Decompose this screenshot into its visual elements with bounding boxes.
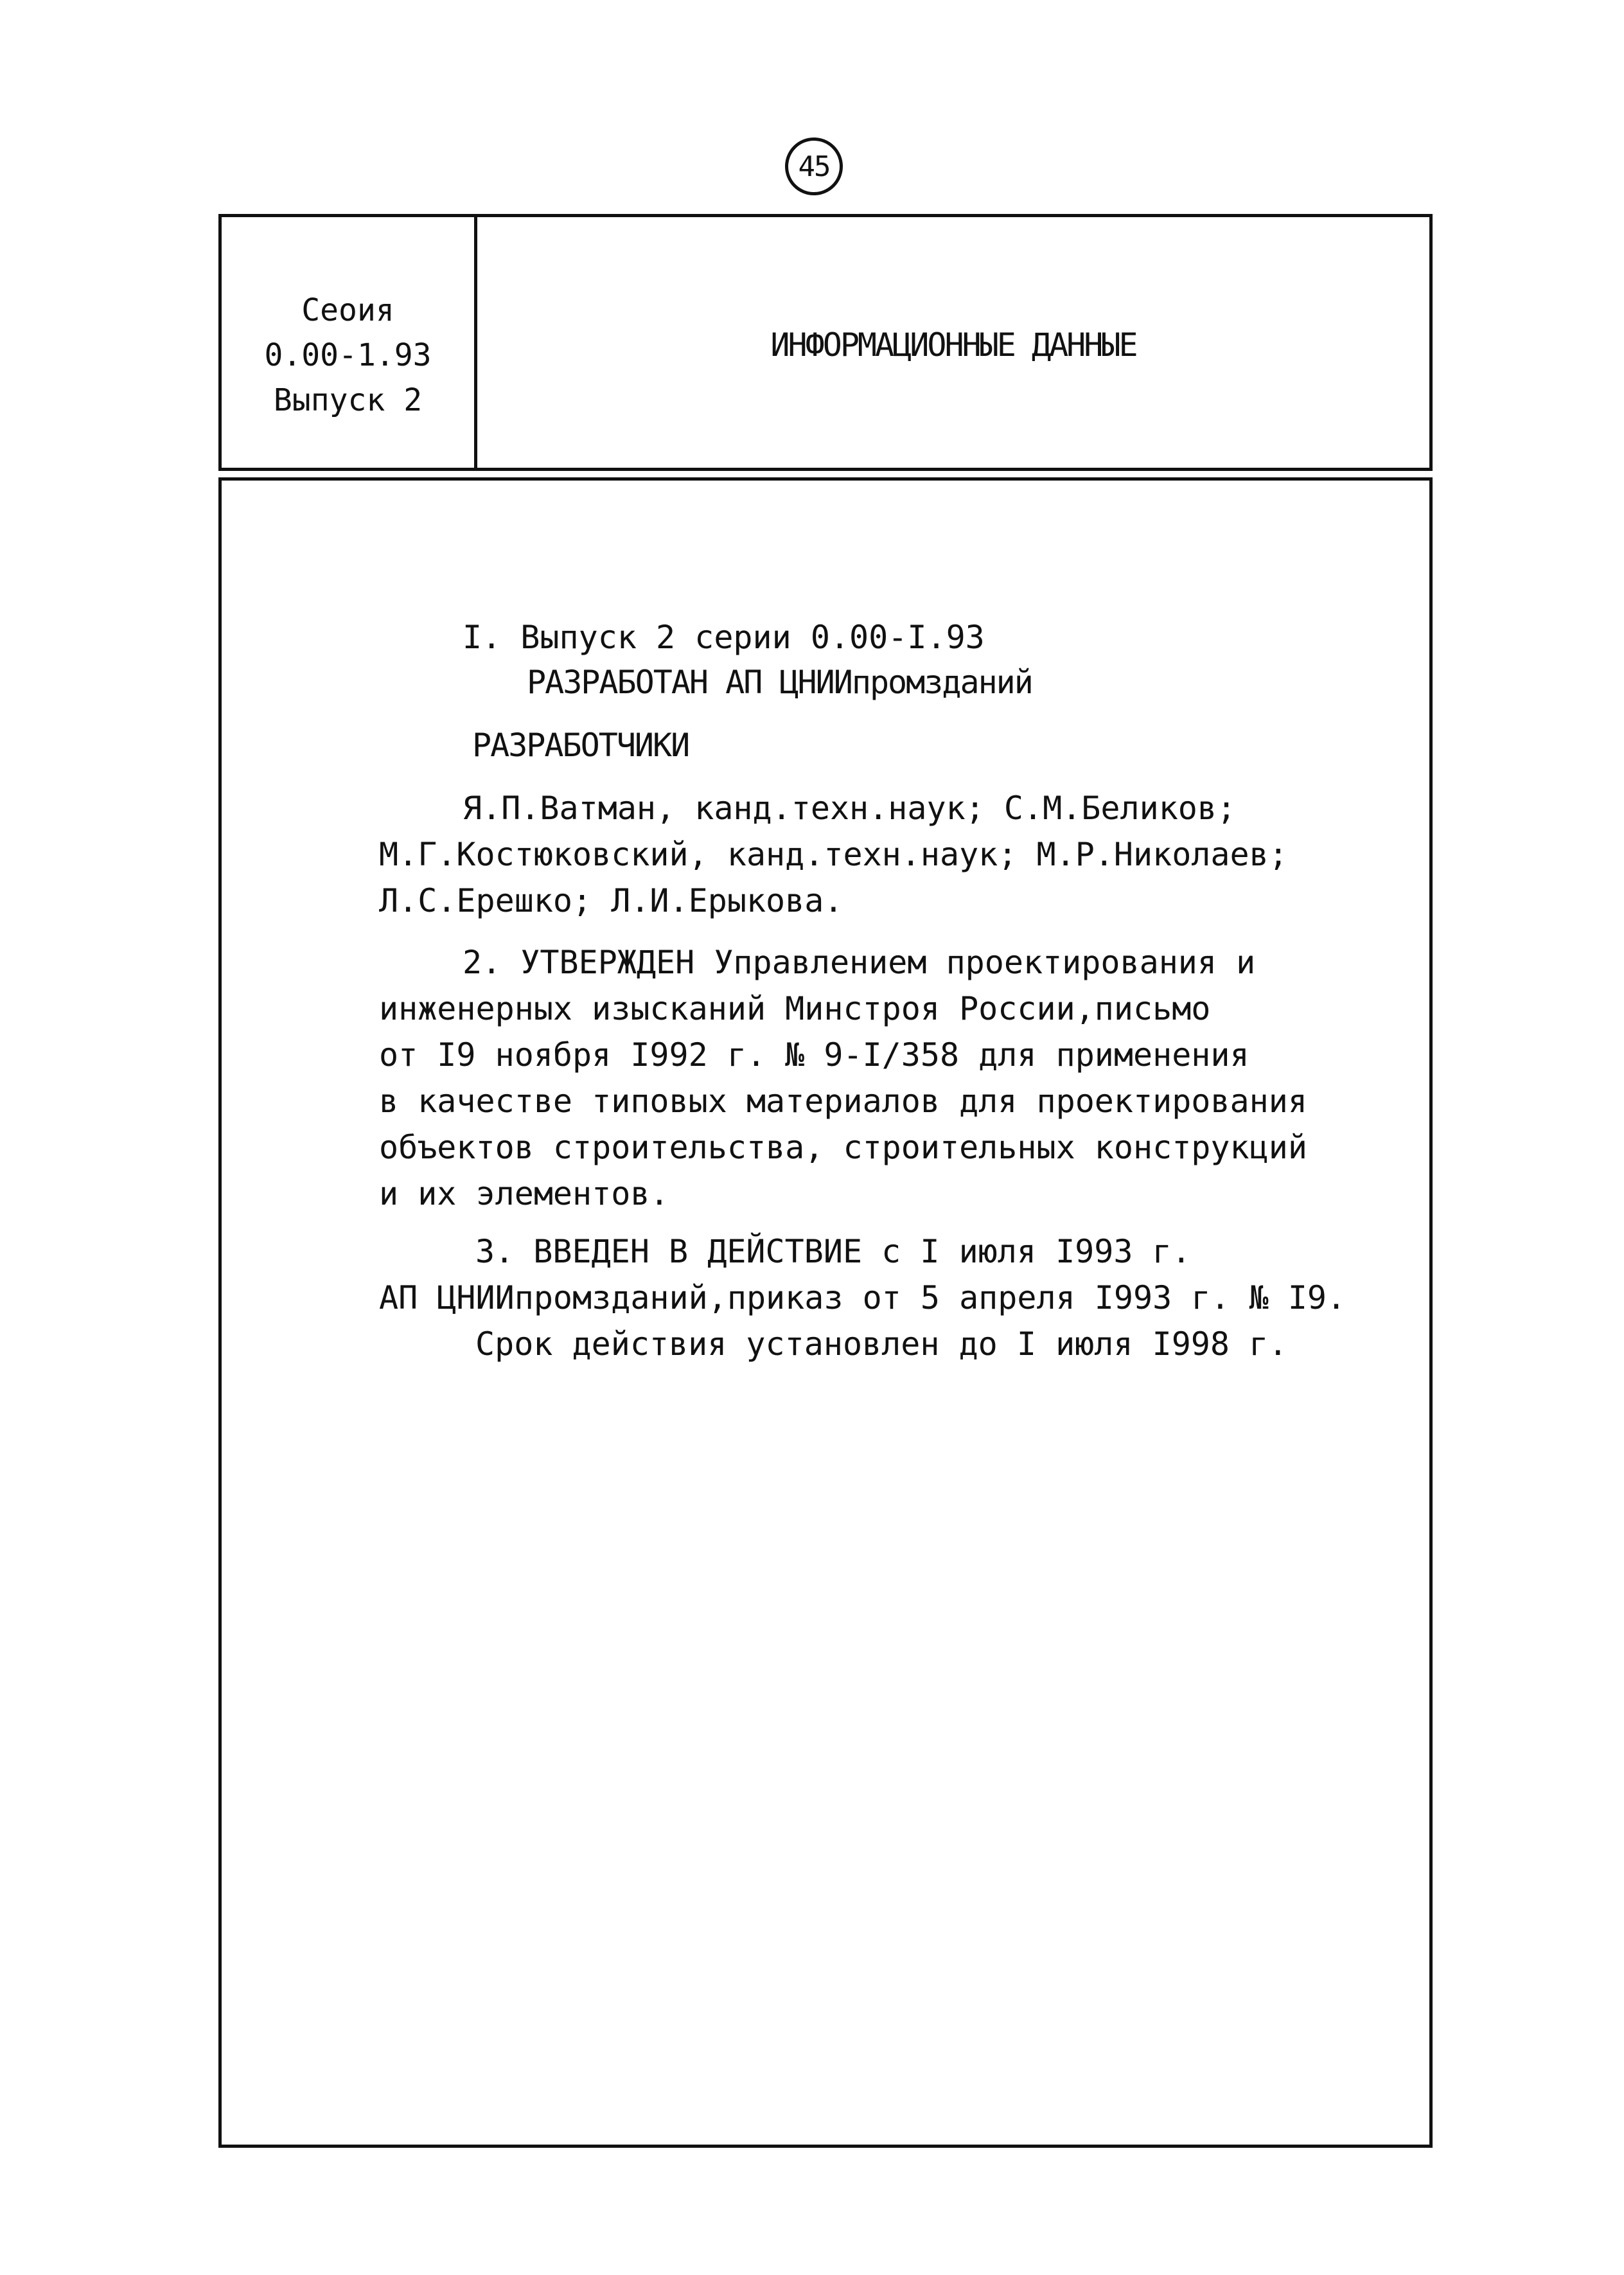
page-number: 45 (798, 150, 830, 183)
item2-line5: объектов строительства, строительных конструкций (379, 1129, 1307, 1166)
item2-line3: от I9 ноября I992 г. № 9-I/358 для применения (379, 1036, 1249, 1074)
item2-line4: в качестве типовых материалов для проектирования (379, 1083, 1307, 1120)
series-block (222, 288, 474, 423)
item1-line2: РАЗРАБОТАН АП ЦНИИпромзданий (527, 664, 1032, 701)
item2-line6: и их элементов. (379, 1175, 669, 1212)
item3-line1: 3. ВВЕДЕН В ДЕЙСТВИЕ с I июля I993 г. (475, 1233, 1191, 1270)
developers-heading: РАЗРАБОТЧИКИ (472, 727, 689, 764)
issue-label: Выпуск 2 (273, 382, 423, 418)
item3-line2: АП ЦНИИпромзданий,приказ от 5 апреля I993 г. № I9. (379, 1279, 1346, 1316)
series-code: 0.00-1.93 (264, 337, 432, 373)
series-label: Сеоия (301, 292, 394, 328)
item1-line1: I. Выпуск 2 серии 0.00-I.93 (463, 619, 985, 656)
header-box (218, 214, 1433, 471)
page-number-circle (785, 137, 843, 195)
item2-line2: инженерных изысканий Минстроя России,письмо (379, 990, 1211, 1027)
developers-line1: Я.П.Ватман, канд.техн.наук; С.М.Беликов; (463, 790, 1237, 827)
developers-line3: Л.С.Ерешко; Л.И.Ерыкова. (379, 882, 843, 919)
developers-line2: М.Г.Костюковский, канд.техн.наук; М.Р.Николаев; (379, 836, 1288, 873)
item2-line1: 2. УТВЕРЖДЕН Управлением проектирования и (463, 944, 1256, 981)
item3-line3: Срок действия установлен до I июля I998 г. (475, 1325, 1288, 1363)
document-title: ИНФОРМАЦИОННЫЕ ДАННЫЕ (770, 326, 1136, 364)
